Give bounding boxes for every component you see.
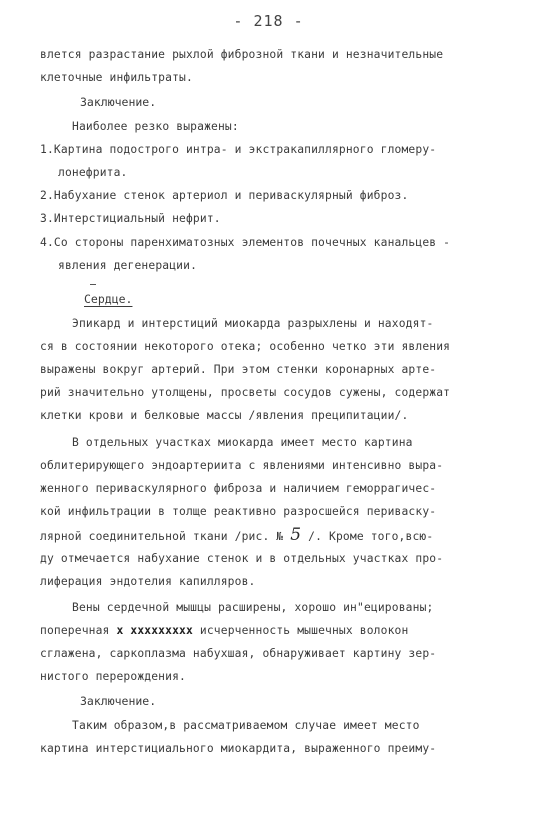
list-item-continuation: явления дегенерации. — [58, 259, 198, 272]
section-heading-heart: Сердце. — [84, 292, 133, 306]
list-item: 1.Картина подострого интра- и экстракапиллярного гломеру- — [40, 143, 437, 156]
list-item: 3.Интерстициальный нефрит. — [40, 212, 221, 225]
text-line: Эпикард и интерстиций миокарда разрыхлены и находят- — [72, 317, 434, 330]
text-line: выражены вокруг артерий. При этом стенки коронарных арте- — [40, 363, 437, 376]
text-line: В отдельных участках миокарда имеет место картина — [72, 436, 413, 449]
text-line: клетки крови и белковые массы /явления преципитации/. — [40, 409, 409, 422]
text-line: рий значительно утолщены, просветы сосудов сужены, содержат — [40, 386, 451, 399]
text-line: облитерирующего эндоартериита с явлениями интенсивно выра- — [40, 459, 444, 472]
text-line: картина интерстициального миокардита, выраженного преиму- — [40, 742, 437, 755]
text-line-figure-ref — [40, 525, 434, 545]
text-line: лиферация эндотелия капилляров. — [40, 575, 256, 588]
text-line: клеточные инфильтраты. — [40, 71, 193, 84]
pencil-mark — [90, 284, 96, 285]
page-number: - 218 - — [233, 12, 304, 30]
list-item: 4.Со стороны паренхиматозных элементов почечных канальцев - — [40, 236, 451, 249]
struck-through-text: x xxxxxxxxx — [116, 624, 193, 637]
list-item: 2.Набухание стенок артериол и периваскулярный фиброз. — [40, 189, 409, 202]
figure-ref-text: лярной соединительной ткани /рис. № — [40, 530, 284, 543]
text-line: сглажена, саркоплазма набухшая, обнаруживает картину зер- — [40, 647, 437, 660]
text-line: ду отмечается набухание стенок и в отдельных участках про- — [40, 552, 444, 565]
text-line: Таким образом,в рассматриваемом случае имеет место — [72, 719, 420, 732]
figure-ref-text-end: /. Кроме того,всю- — [308, 530, 434, 543]
section-heading-conclusion: Заключение. — [80, 95, 157, 109]
text-line: влется разрастание рыхлой фиброзной ткани и незначительные — [40, 48, 444, 61]
text-line: кой инфильтрации в толще реактивно разросшейся периваску- — [40, 505, 437, 518]
text-line: нистого перерождения. — [40, 670, 186, 683]
text-line-struck — [40, 624, 408, 638]
text-line: Вены сердечной мышцы расширены, хорошо ин"ецированы; — [72, 601, 434, 614]
struck-line-end: исчерченность мышечных волокон — [199, 624, 409, 637]
list-item-continuation: лонефрита. — [58, 166, 128, 179]
text-line: ся в состоянии некоторого отека; особенно четко эти явления — [40, 340, 451, 353]
section-heading-conclusion-2: Заключение. — [80, 694, 157, 708]
text-line: женного периваскулярного фиброза и наличием геморрагичес- — [40, 482, 437, 495]
struck-line-start: поперечная — [40, 624, 110, 637]
handwritten-figure-number: 5 — [290, 525, 302, 545]
text-line: Наиболее резко выражены: — [72, 120, 239, 133]
